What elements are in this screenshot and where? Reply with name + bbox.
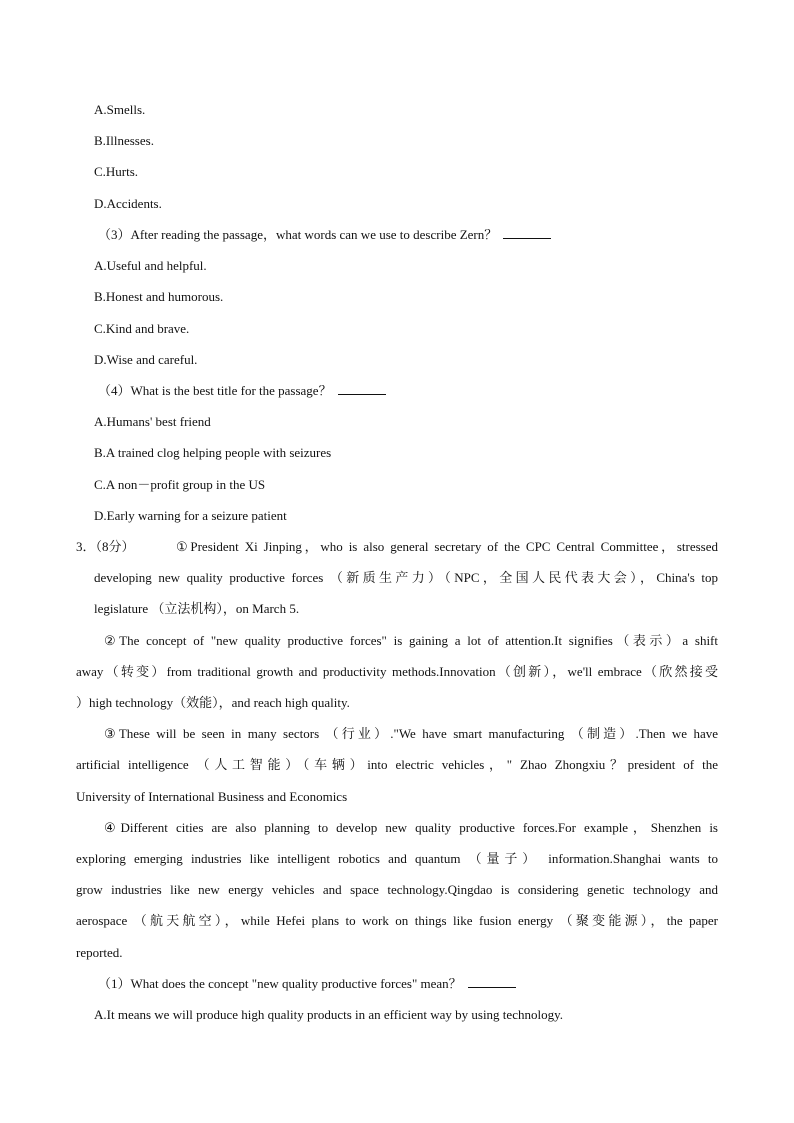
- option-d: D.Early warning for a seizure patient: [94, 508, 287, 523]
- option-b: B.A trained clog helping people with seizures: [94, 445, 332, 460]
- option-c: C.Hurts.: [94, 164, 139, 179]
- answer-blank[interactable]: [468, 975, 516, 988]
- paragraph-line: legislature （立法机构），on March 5.: [94, 601, 300, 616]
- question-stem: （3）After reading the passage，what words can we use to describe Zern？: [98, 226, 551, 244]
- option-d: D.Accidents.: [94, 196, 162, 211]
- paragraph-line: ③These will be seen in many sectors （行业）."We have smart manufacturing （制造）.Then we have: [104, 726, 718, 741]
- paragraph-line: aerospace （航天航空），while Hefei plans to work on things like fusion energy （聚变能源），the paper: [76, 913, 718, 928]
- option-d: D.Wise and careful.: [94, 352, 198, 367]
- paragraph-line: reported.: [76, 945, 123, 960]
- paragraph-line: ④Different cities are also planning to develop new quality productive forces.For example，Shenzhen is: [104, 820, 718, 835]
- option-b: B.Honest and humorous.: [94, 289, 224, 304]
- option-a: A.Humans' best friend: [94, 414, 211, 429]
- paragraph-line: developing new quality productive forces （新质生产力）（NPC，全国人民代表大会），China's top: [94, 570, 718, 585]
- paragraph-line: grow industries like new energy vehicles and space technology.Qingdao is considering genetic technology and: [76, 882, 718, 897]
- question-stem: （4）What is the best title for the passage？: [98, 382, 386, 400]
- option-a: A.Useful and helpful.: [94, 258, 207, 273]
- answer-blank[interactable]: [338, 382, 386, 395]
- paragraph-line: ②The concept of "new quality productive forces" is gaining a lot of attention.It signifies（表示）a shift: [104, 633, 718, 648]
- paragraph-line: artificial intelligence （人工智能）（车辆）into electric vehicles，" Zhao Zhongxiu？president of the: [76, 757, 718, 772]
- answer-blank[interactable]: [503, 226, 551, 239]
- option-b: B.Illnesses.: [94, 133, 154, 148]
- question-number: 3．（8分）: [76, 539, 135, 554]
- paragraph-line: University of International Business and Economics: [76, 789, 348, 804]
- paragraph-line: exploring emerging industries like intelligent robotics and quantum （量子） information.Shanghai wants to: [76, 851, 718, 866]
- option-c: C.Kind and brave.: [94, 321, 190, 336]
- question-stem: （1）What does the concept "new quality productive forces" mean？: [98, 975, 516, 993]
- option-a: A.Smells.: [94, 102, 146, 117]
- paragraph-line: away（转变）from traditional growth and productivity methods.Innovation（创新），we'll embrace（欣然接受: [76, 664, 718, 679]
- paragraph-line: ①President Xi Jinping，who is also general secretary of the CPC Central Committee，stressed: [176, 539, 718, 554]
- option-c: C.A non－profit group in the US: [94, 477, 266, 492]
- option-a: A.It means we will produce high quality products in an efficient way by using technology.: [94, 1007, 563, 1022]
- paragraph-line: ）high technology（效能），and reach high quality.: [76, 695, 350, 710]
